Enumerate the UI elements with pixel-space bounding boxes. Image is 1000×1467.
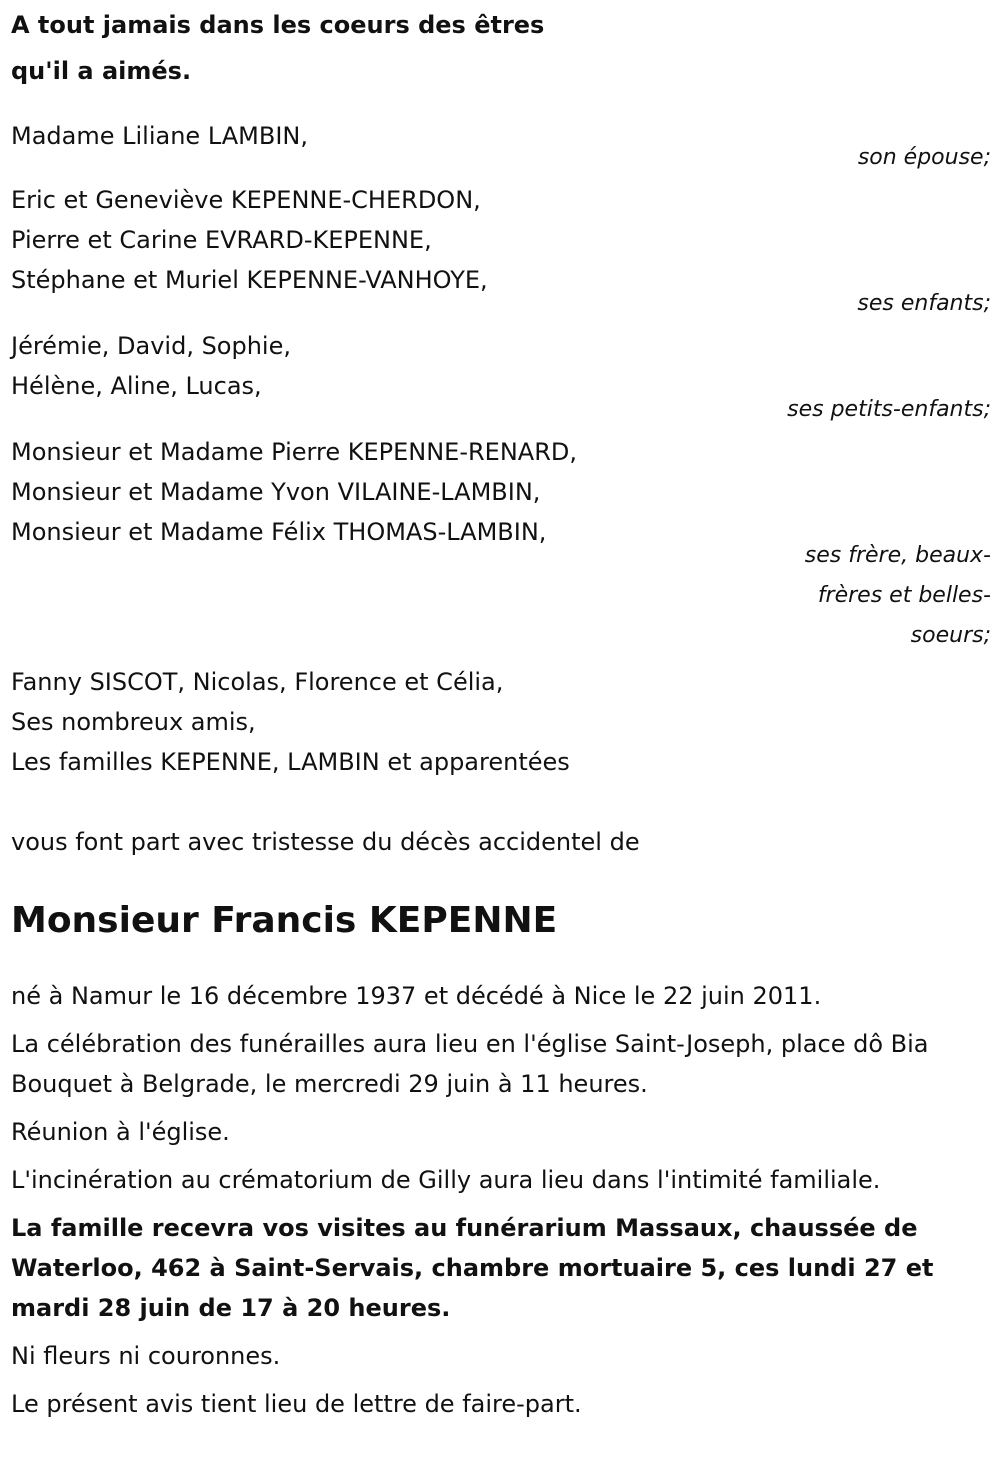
family-name: Jérémie, David, Sophie, [11,332,291,360]
announcement: vous font part avec tristesse du décès accidentel de [11,828,640,856]
deceased-name: Monsieur Francis KEPENNE [11,900,558,941]
family-role-multiline [11,536,991,656]
visits-info: La famille recevra vos visites au funérarium Massaux, chaussée de Waterloo, 462 à Saint-Servais, chambre mortuaire 5, ces lundi 27 et mardi 28 juin de 17 à 20 heures. [11,1214,934,1322]
family-name: Monsieur et Madame Pierre KEPENNE-RENARD, [11,438,578,466]
notice-note: Le présent avis tient lieu de lettre de faire-part. [11,1390,582,1418]
family-group-grandchildren [11,326,991,430]
intro-line-2: qu'il a aimés. [11,57,192,85]
family-name: Pierre et Carine EVRARD-KEPENNE, [11,226,432,254]
family-role: ses petits-enfants; [787,397,991,422]
meeting-place: Réunion à l'église. [11,1118,230,1146]
mourner-line: Les familles KEPENNE, LAMBIN et apparentées [11,748,570,776]
mourner-line: Ses nombreux amis, [11,708,256,736]
family-group-children [11,180,991,324]
family-role-line: soeurs; [910,623,991,648]
flowers-note: Ni fleurs ni couronnes. [11,1342,281,1370]
family-role: son épouse; [857,145,991,170]
birth-death-dates: né à Namur le 16 décembre 1937 et décédé à Nice le 22 juin 2011. [11,982,822,1010]
mourner-line: Fanny SISCOT, Nicolas, Florence et Célia, [11,668,504,696]
funeral-ceremony: La célébration des funérailles aura lieu en l'église Saint-Joseph, place dô Bia Bouquet à Belgrade, le mercredi 29 juin à 11 heures. [11,1030,929,1098]
family-role: ses enfants; [857,291,991,316]
other-mourners [11,662,991,782]
family-role-line: frères et belles- [817,583,991,608]
family-role-line: ses frère, beaux- [804,543,991,568]
family-name: Monsieur et Madame Félix THOMAS-LAMBIN, [11,518,547,546]
cremation-info: L'incinération au crématorium de Gilly aura lieu dans l'intimité familiale. [11,1166,881,1194]
intro-quote [11,0,991,94]
intro-line-1: A tout jamais dans les coeurs des êtres [11,11,545,39]
family-name: Stéphane et Muriel KEPENNE-VANHOYE, [11,266,488,294]
family-name: Madame Liliane LAMBIN, [11,122,308,150]
funeral-details [11,976,991,1424]
obituary-notice [11,0,991,1432]
family-name: Eric et Geneviève KEPENNE-CHERDON, [11,186,481,214]
family-group-siblings [11,432,991,656]
family-name: Hélène, Aline, Lucas, [11,372,262,400]
family-group-spouse [11,116,991,178]
family-name: Monsieur et Madame Yvon VILAINE-LAMBIN, [11,478,541,506]
